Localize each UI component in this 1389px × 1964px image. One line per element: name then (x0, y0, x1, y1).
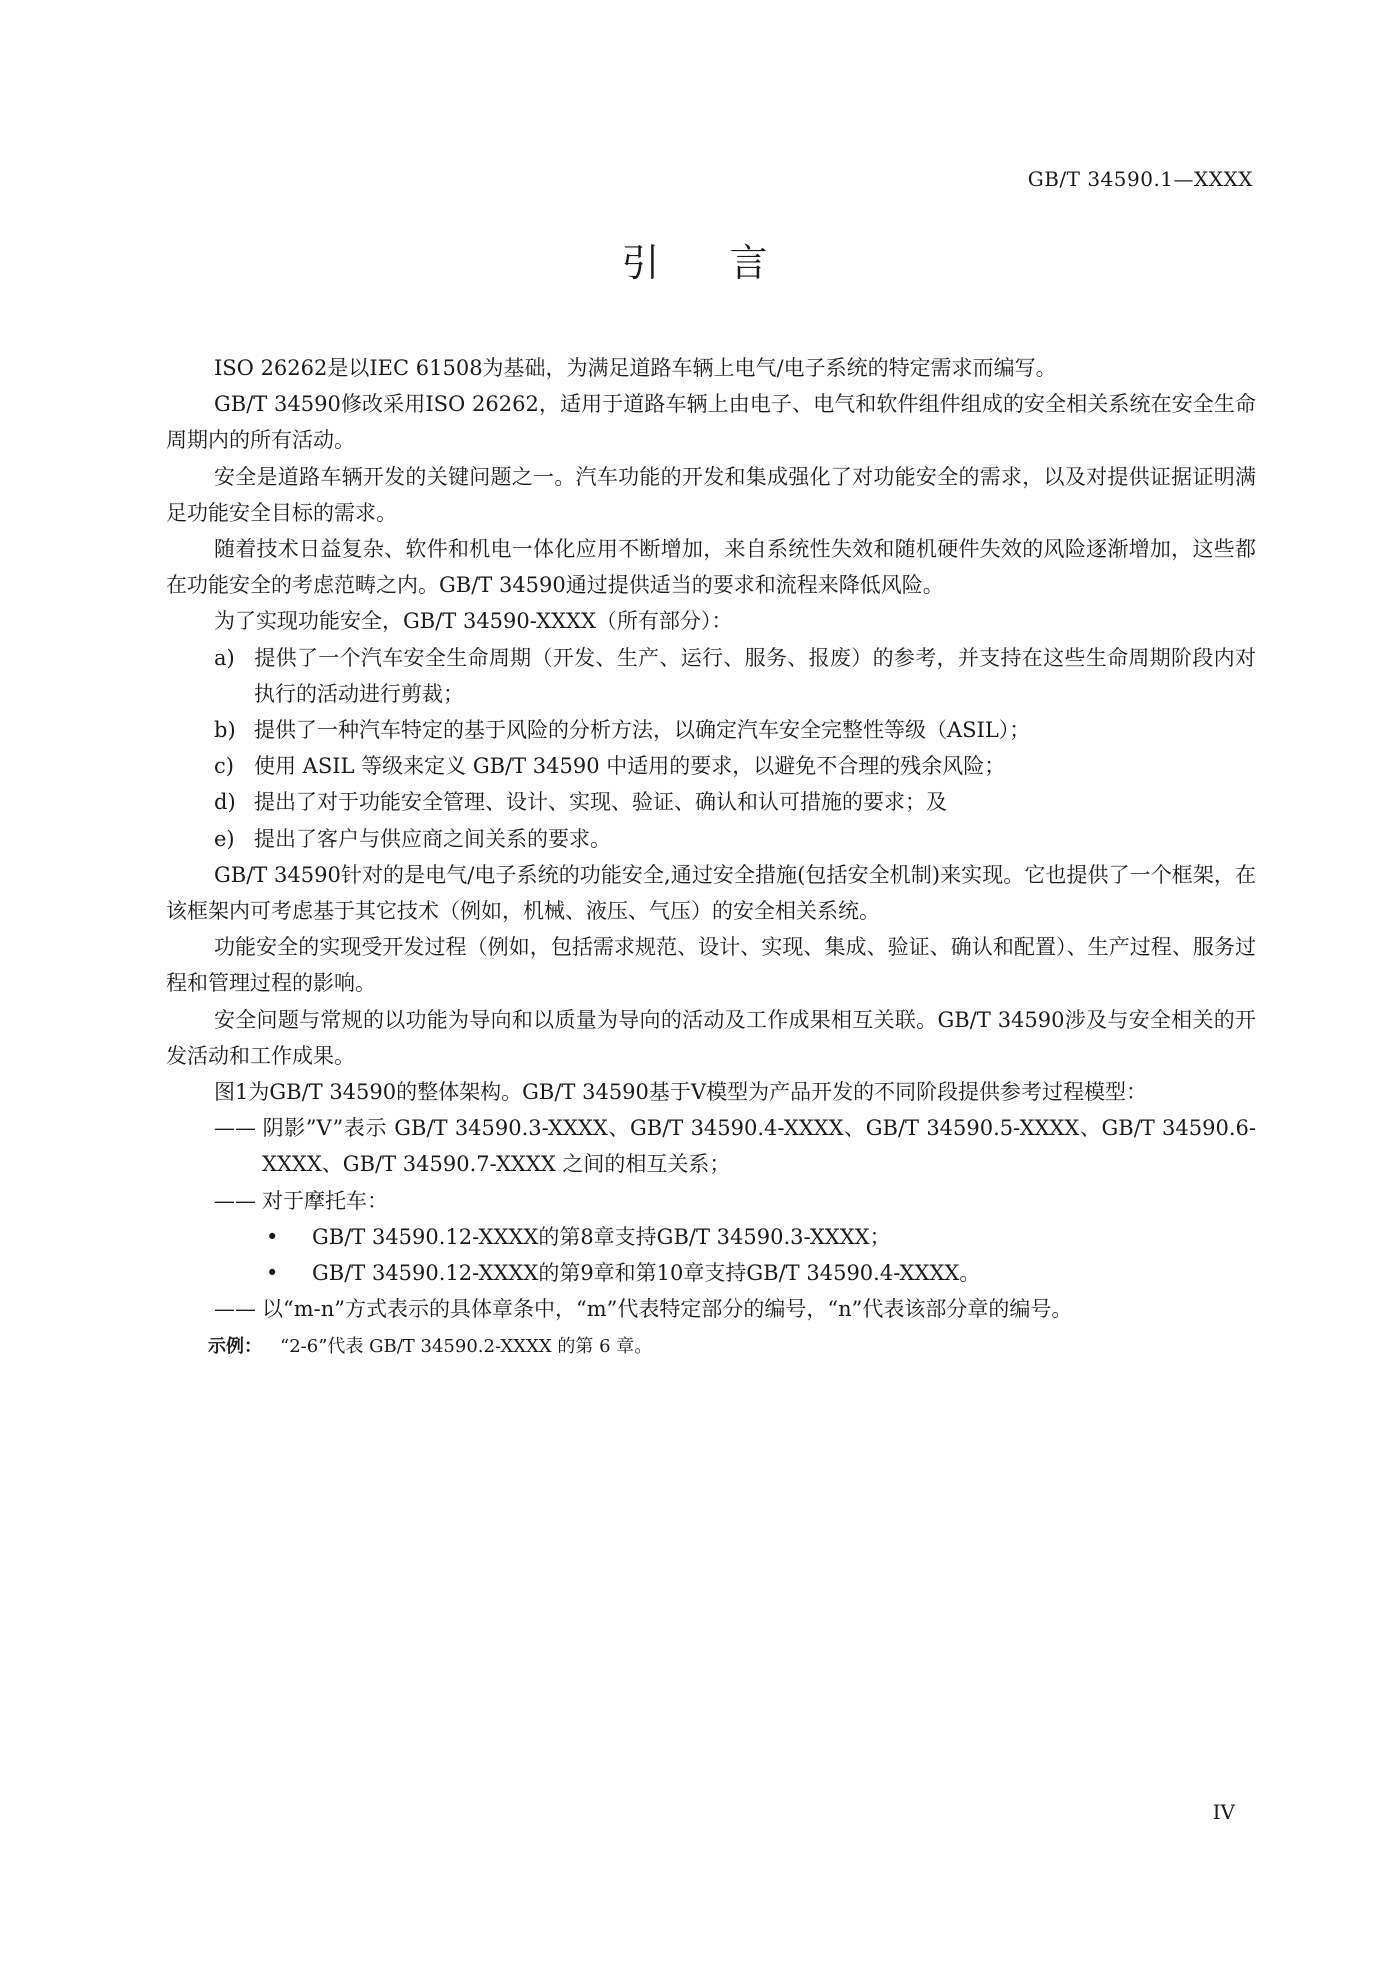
list-marker: c) (214, 754, 234, 779)
bullet-item (166, 1255, 1256, 1291)
paragraph: ISO 26262是以IEC 61508为基础，为满足道路车辆上电气/电子系统的特定需求而编写。 (214, 356, 1057, 380)
list-item-text: 提供了一个汽车安全生命周期（开发、生产、运行、服务、报废）的参考，并支持在这些生命周期阶段内对执行的活动进行剪裁； (254, 645, 1256, 706)
dash-marker: —— (214, 1188, 256, 1213)
list-item (166, 784, 1256, 820)
dash-item (166, 1110, 1256, 1182)
dash-item (166, 1291, 1256, 1327)
paragraph: 随着技术日益复杂、软件和机电一体化应用不断增加，来自系统性失效和随机硬件失效的风险逐渐增加，这些都在功能安全的考虑范畴之内。GB/T 34590通过提供适当的要求和流程来降低风险。 (166, 537, 1256, 598)
dash-marker: —— (214, 1116, 256, 1141)
page-title: 引言 (621, 241, 838, 285)
dash-item (166, 1183, 1256, 1219)
list-item-text: 使用 ASIL 等级来定义 GB/T 34590 中适用的要求，以避免不合理的残余风险； (254, 754, 1006, 779)
document-number: GB/T 34590.1—XXXX (1027, 167, 1253, 191)
list-marker: e) (214, 826, 235, 851)
list-item-text: 提出了对于功能安全管理、设计、实现、验证、确认和认可措施的要求；及 (254, 790, 947, 815)
dash-marker: —— (214, 1297, 256, 1322)
list-item-text: 提出了客户与供应商之间关系的要求。 (254, 826, 611, 851)
paragraph: GB/T 34590针对的是电气/电子系统的功能安全,通过安全措施(包括安全机制)来实现。它也提供了一个框架，在该框架内可考虑基于其它技术（例如，机械、液压、气压）的安全相关系统。 (166, 862, 1256, 924)
list-marker: a) (214, 645, 235, 670)
list-marker: b) (214, 718, 236, 743)
bullet-item (166, 1219, 1256, 1255)
dash-item-text: 以“m-n”方式表示的具体章条中，“m”代表特定部分的编号，“n”代表该部分章的编号。 (262, 1297, 1073, 1322)
list-item (166, 640, 1256, 712)
paragraph: 图1为GB/T 34590的整体架构。GB/T 34590基于V模型为产品开发的不同阶段提供参考过程模型： (214, 1080, 1148, 1105)
dash-item-text: 阴影”V”表示 GB/T 34590.3-XXXX、GB/T 34590.4-XXXX、GB/T 34590.5-XXXX、GB/T 34590.6-XXXX、GB/T 34590.7-XXXX 之间的相互关系； (262, 1116, 1256, 1177)
bullet-icon: • (266, 1224, 279, 1249)
list-item (166, 821, 1256, 857)
paragraph: GB/T 34590修改采用ISO 26262，适用于道路车辆上由电子、电气和软件组件组成的安全相关系统在安全生命周期内的所有活动。 (166, 392, 1256, 453)
paragraph: 为了实现功能安全，GB/T 34590-XXXX（所有部分）： (214, 609, 733, 634)
example-note (208, 1331, 1256, 1363)
paragraph: 安全问题与常规的以功能为导向和以质量为导向的活动及工作成果相互关联。GB/T 34590涉及与安全相关的开发活动和工作成果。 (166, 1007, 1256, 1068)
list-item (166, 748, 1256, 784)
bullet-item-text: GB/T 34590.12-XXXX的第9章和第10章支持GB/T 34590.4-XXXX。 (312, 1261, 981, 1286)
page-number: IV (1212, 1800, 1235, 1824)
list-item-text: 提供了一种汽车特定的基于风险的分析方法，以确定汽车安全完整性等级（ASIL）； (254, 718, 1031, 743)
bullet-item-text: GB/T 34590.12-XXXX的第8章支持GB/T 34590.3-XXXX； (312, 1224, 891, 1249)
example-label: 示例： (208, 1336, 262, 1358)
list-item (166, 712, 1256, 748)
document-body (166, 350, 1256, 1363)
paragraph: 功能安全的实现受开发过程（例如，包括需求规范、设计、实现、集成、验证、确认和配置）、生产过程、服务过程和管理过程的影响。 (166, 935, 1256, 996)
list-marker: d) (214, 790, 236, 815)
paragraph: 安全是道路车辆开发的关键问题之一。汽车功能的开发和集成强化了对功能安全的需求，以及对提供证据证明满足功能安全目标的需求。 (166, 464, 1256, 525)
dash-item-text: 对于摩托车： (262, 1188, 388, 1213)
example-text: “2-6”代表 GB/T 34590.2-XXXX 的第 6 章。 (280, 1336, 653, 1358)
bullet-icon: • (266, 1261, 279, 1286)
